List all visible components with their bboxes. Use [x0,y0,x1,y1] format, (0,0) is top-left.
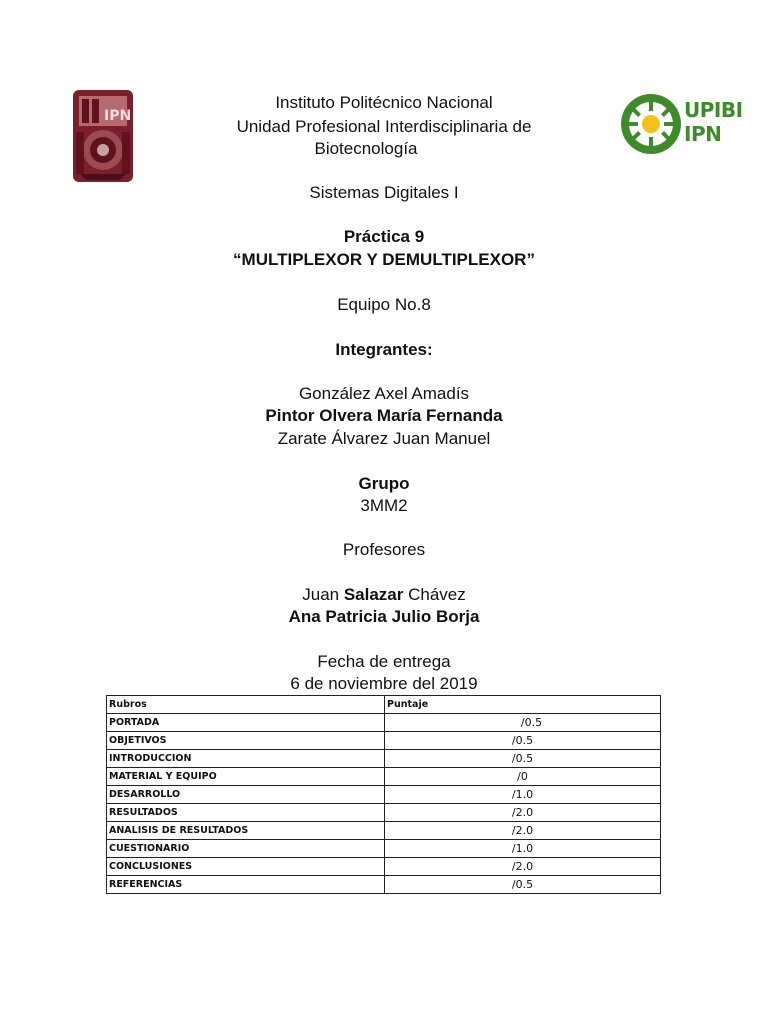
rubro-cell: CUESTIONARIO [107,840,385,858]
table-row [107,786,661,804]
rubric-table [106,695,661,894]
table-row [107,858,661,876]
unit-name-line1: Unidad Profesional Interdisciplinaria de [236,117,532,136]
puntaje-cell: /1.0 [385,786,661,804]
group-label: Grupo [358,474,410,493]
professor-name: Ana Patricia Julio Borja [288,607,480,626]
upibi-logo-text: UPIBI [684,98,743,122]
table-row [107,732,661,750]
table-row [107,714,661,732]
member-name: Pintor Olvera María Fernanda [265,406,503,425]
practice-title: “MULTIPLEXOR Y DEMULTIPLEXOR” [233,250,535,269]
rubro-cell: REFERENCIAS [107,876,385,894]
puntaje-cell: /2.0 [385,822,661,840]
unit-name-line2: Biotecnología [314,139,418,158]
delivery-label: Fecha de entrega [317,652,451,671]
column-header-rubros: Rubros [107,696,385,714]
puntaje-cell: /0.5 [385,732,661,750]
professors-label: Profesores [342,540,426,559]
members-label: Integrantes: [335,340,433,359]
professor-name: Juan Salazar Chávez [302,585,466,604]
table-row [107,804,661,822]
table-row [107,750,661,768]
column-header-puntaje: Puntaje [385,696,661,714]
table-row [107,876,661,894]
rubro-cell: OBJETIVOS [107,732,385,750]
delivery-date: 6 de noviembre del 2019 [290,674,478,693]
rubro-cell: ANALISIS DE RESULTADOS [107,822,385,840]
rubro-cell: CONCLUSIONES [107,858,385,876]
puntaje-cell: /0 [385,768,661,786]
puntaje-cell: /1.0 [385,840,661,858]
member-name: Zarate Álvarez Juan Manuel [277,429,491,448]
table-row [107,768,661,786]
practice-number: Práctica 9 [343,227,425,246]
institution-name: Instituto Politécnico Nacional [275,93,493,112]
team-number: Equipo No.8 [337,295,431,314]
group-value: 3MM2 [360,496,408,515]
table-header-row [107,696,661,714]
rubro-cell: DESARROLLO [107,786,385,804]
table-row [107,822,661,840]
rubro-cell: RESULTADOS [107,804,385,822]
rubro-cell: MATERIAL Y EQUIPO [107,768,385,786]
puntaje-cell: /0.5 [385,714,661,732]
rubro-cell: INTRODUCCION [107,750,385,768]
puntaje-cell: /0.5 [385,750,661,768]
course-name: Sistemas Digitales I [309,183,459,202]
ipn-logo-text: IPN [104,108,132,124]
rubro-cell: PORTADA [107,714,385,732]
member-name: González Axel Amadís [298,384,470,403]
upibi-logo-subtext: IPN [684,122,722,146]
puntaje-cell: /0.5 [385,876,661,894]
puntaje-cell: /2.0 [385,804,661,822]
puntaje-cell: /2.0 [385,858,661,876]
table-row [107,840,661,858]
